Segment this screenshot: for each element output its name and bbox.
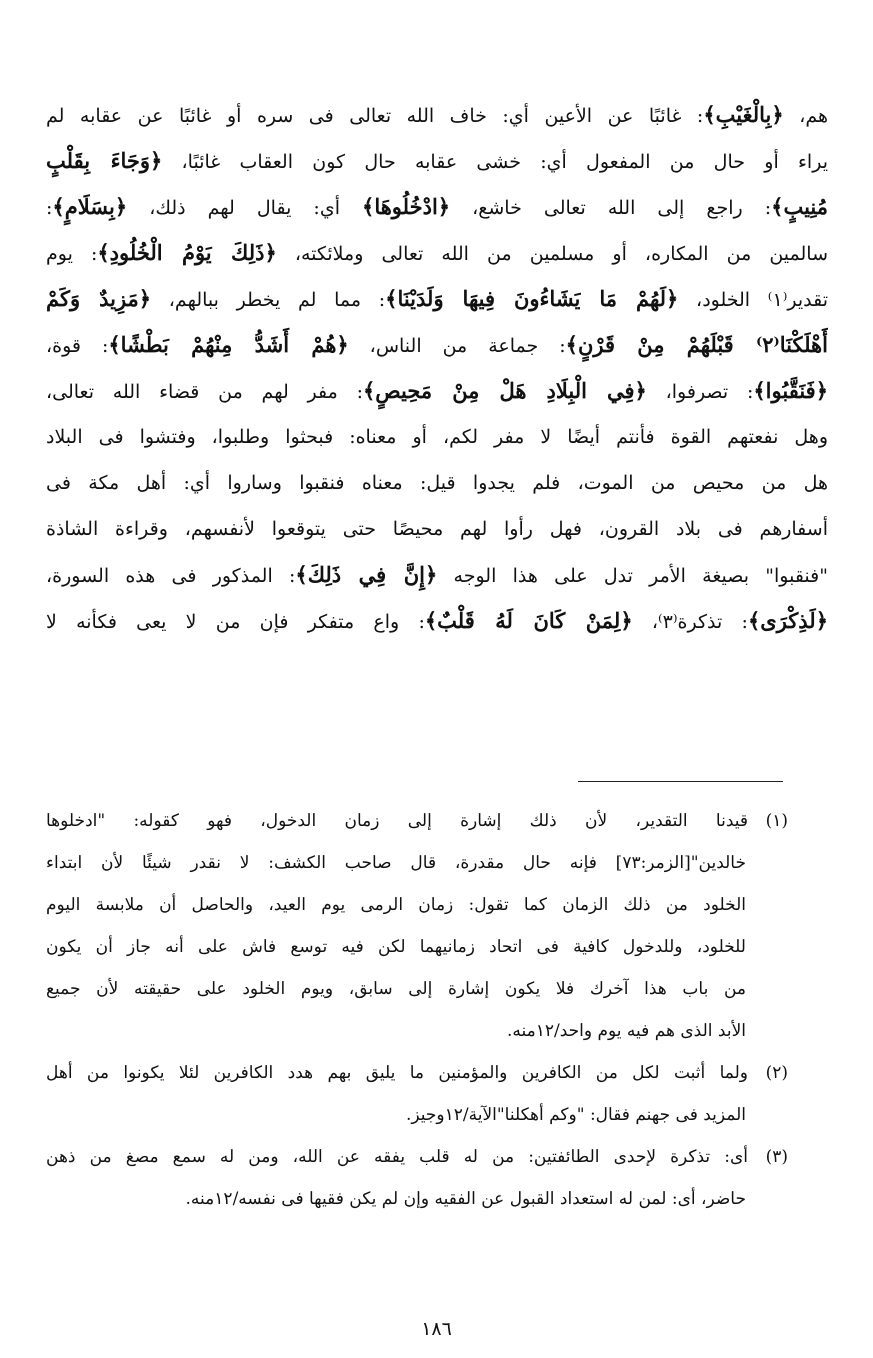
- footnote-text: خالدين"[الزمر:٧٣] فإنه حال مقدرة، قال صاحب الكشف: لا نقدر شيئًا لأن ابتداء: [46, 853, 746, 873]
- commentary-text: : المذكور فى هذه السورة،: [46, 565, 296, 587]
- quran-quote: مُنِيبٍ﴾: [771, 194, 828, 219]
- quran-quote: ﴿لَهُمْ مَا يَشَاءُونَ فِيهَا وَلَدَيْنَا﴾: [385, 286, 679, 311]
- footnote-number: (٣): [765, 1147, 788, 1167]
- quran-quote: ﴿إِنَّ فِي ذَلِكَ﴾: [295, 562, 438, 587]
- commentary-text: وهل نفعتهم القوة فأنتم أيضًا لا مفر لكم، أو معناه: فبحثوا وطلبوا، وفتشوا فى البلاد: [46, 426, 828, 448]
- commentary-text: : تصرفوا،: [646, 381, 754, 403]
- footnote-text: الخلود من ذلك الزمان كما تقول: زمان الرمى يوم العيد، والحاصل أن ملابسة اليوم: [46, 895, 746, 915]
- commentary-text: أي: يقال لهم ذلك،: [127, 197, 363, 219]
- quran-quote: ﴿لِمَنْ كَانَ لَهُ قَلْبٌ﴾: [424, 608, 633, 633]
- commentary-text: يراء أو حال من المفعول أي: خشى عقابه حال كون العقاب غائبًا،: [162, 151, 828, 173]
- commentary-text: : جماعة من الناس،: [348, 335, 566, 357]
- footnote-line: [46, 800, 788, 842]
- footnote-line: [46, 1178, 788, 1220]
- commentary-text: : تذكرة⁽٣⁾،: [632, 611, 748, 633]
- footnote-text: الأبد الذى هم فيه يوم واحد/١٢منه.: [506, 1021, 746, 1041]
- footnote-line: [46, 968, 788, 1010]
- commentary-text: : راجع إلى الله تعالى خاشع،: [450, 197, 772, 219]
- footnote-line: [46, 1094, 788, 1136]
- footnote-separator: [578, 781, 783, 782]
- commentary-text: : يوم: [46, 243, 98, 265]
- commentary-text: :: [46, 197, 53, 219]
- footnote-line: [46, 1010, 788, 1052]
- page-number: ١٨٦: [421, 1318, 452, 1340]
- footnote-text: من باب هذا آخرك فلا يكون إشارة إلى سابق، ويوم الخلود على حقيقته لأن جميع: [46, 979, 746, 999]
- quran-quote: ﴿فِي الْبِلَادِ هَلْ مِنْ مَحِيصٍ﴾: [362, 378, 647, 403]
- footnote-text: أى: تذكرة لإحدى الطائفتين: من له قلب يفقه عن الله، ومن له سمع مصغ من ذهن: [46, 1147, 748, 1167]
- text-line: [46, 368, 828, 414]
- quran-quote: ﴿بِسَلَامٍ﴾: [52, 194, 128, 219]
- text-line: [46, 460, 828, 506]
- commentary-text: : مفر لهم من قضاء الله تعالى،: [46, 381, 363, 403]
- commentary-text: : مما لم يخطر ببالهم،: [151, 289, 386, 311]
- footnote-line: [46, 926, 788, 968]
- text-line: [46, 138, 828, 184]
- text-line: [46, 276, 828, 322]
- main-commentary-text: [46, 92, 828, 644]
- footnote-text: ولما أثبت لكل من الكافرين والمؤمنين ما يليق بهم هدد الكافرين لئلا يكونوا من أهل: [46, 1063, 748, 1083]
- text-line: [46, 552, 828, 598]
- commentary-text: "فنقبوا" بصيغة الأمر تدل على هذا الوجه: [437, 565, 828, 587]
- quran-quote: ﴿بِالْغَيْبِ﴾: [703, 102, 784, 127]
- text-line: [46, 506, 828, 552]
- text-line: [46, 322, 828, 368]
- quran-quote: ﴿هُمْ أَشَدُّ مِنْهُمْ بَطْشًا﴾: [108, 332, 349, 357]
- commentary-text: تقدير⁽١⁾ الخلود،: [678, 289, 828, 311]
- commentary-text: : غائبًا عن الأعين أي: خاف الله تعالى فى سره أو غائبًا عن عقابه لم: [46, 105, 704, 127]
- text-line: [46, 414, 828, 460]
- commentary-text: هل من محيص من الموت، فلم يجدوا قيل: معناه فنقبوا وساروا أي: أهل مكة فى: [46, 472, 828, 494]
- text-line: [46, 184, 828, 230]
- text-line: [46, 230, 828, 276]
- footnote-text: قيدنا التقدير، لأن ذلك إشارة إلى زمان الدخول، فهو كقوله: "ادخلوها: [46, 811, 748, 831]
- footnote-number: (١): [765, 811, 788, 831]
- quran-quote: ﴿لَذِكْرَى﴾: [747, 608, 828, 633]
- footnote-line: [46, 1136, 788, 1178]
- commentary-text: أسفارهم فى بلاد القرون، فهل رأوا لهم محيصًا حتى يتوقعوا لأنفسهم، وقراءة الشاذة: [46, 518, 828, 540]
- quran-quote: ﴿مَزِيدٌ وَكَمْ: [46, 286, 152, 311]
- quran-quote: ﴿ادْخُلُوهَا﴾: [362, 194, 451, 219]
- footnote-text: للخلود، وللدخول كافية فى اتحاد زمانيهما لكن فيه توسع فاش على أنه جاز أن يكون: [46, 937, 746, 957]
- footnote-text: حاضر، أى: لمن له استعداد القبول عن الفقيه وإن لم يكن فقيها فى نفسه/١٢منه.: [185, 1189, 746, 1209]
- footnote-line: [46, 842, 788, 884]
- commentary-text: هم،: [783, 105, 828, 127]
- footnote-line: [46, 1052, 788, 1094]
- commentary-text: سالمين من المكاره، أو مسلمين من الله تعالى وملائكته،: [276, 243, 828, 265]
- quran-quote: ﴿فَنَقَّبُوا﴾: [753, 378, 828, 403]
- footnote-line: [46, 884, 788, 926]
- footnote-number: (٢): [765, 1063, 788, 1083]
- text-line: [46, 92, 828, 138]
- commentary-text: : واع متفكر فإن من لا يعى فكأنه لا: [46, 611, 425, 633]
- footnote-text: المزيد فى جهنم فقال: "وكم أهكلنا"الآية/١٢وجيز.: [405, 1105, 746, 1125]
- footnotes-section: [46, 800, 788, 1220]
- quran-quote: أَهْلَكْنَا⁽٢⁾ قَبْلَهُمْ مِنْ قَرْنٍ﴾: [565, 332, 828, 357]
- text-line: [46, 598, 828, 644]
- quran-quote: ﴿وَجَاءَ بِقَلْبٍ: [46, 148, 163, 173]
- commentary-text: : قوة،: [46, 335, 109, 357]
- quran-quote: ﴿ذَلِكَ يَوْمُ الْخُلُودِ﴾: [97, 240, 277, 265]
